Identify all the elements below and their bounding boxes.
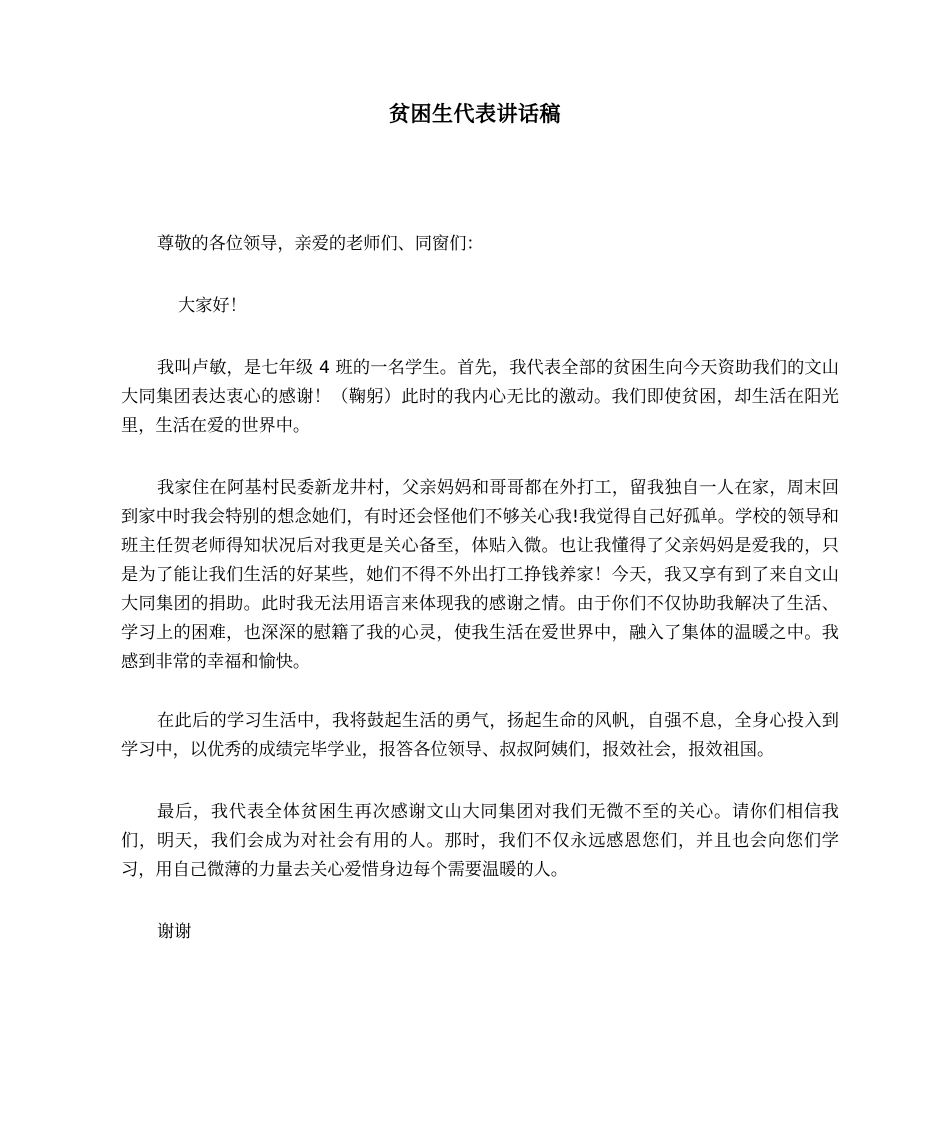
page-title: 贫困生代表讲话稿 [389, 102, 561, 126]
future-paragraph: 在此后的学习生活中，我将鼓起生活的勇气，扬起生命的风帆，自强不息，全身心投入到学习中，以优秀的成绩完毕学业，报答各位领导、叔叔阿姨们，报效社会，报效祖国。 [121, 711, 839, 760]
intro-paragraph: 我叫卢敏，是七年级 4 班的一名学生。首先，我代表全部的贫困生向今天资助我们的文山大同集团表达衷心的感谢！（鞠躬）此时的我内心无比的激动。我们即使贫困，却生活在阳光里，生活在爱的世界中。 [121, 358, 839, 436]
greeting-paragraph: 大家好！ [178, 296, 247, 316]
salutation-paragraph: 尊敬的各位领导，亲爱的老师们、同窗们： [157, 234, 484, 254]
thanks-paragraph: 谢谢 [157, 922, 192, 942]
closing-paragraph: 最后，我代表全体贫困生再次感谢文山大同集团对我们无微不至的关心。请你们相信我们，明天，我们会成为对社会有用的人。那时，我们不仅永远感恩您们，并且也会向您们学习，用自己微薄的力量去关心爱惜身边每个需要温暖的人。 [121, 802, 839, 880]
family-paragraph: 我家住在阿基村民委新龙井村，父亲妈妈和哥哥都在外打工，留我独自一人在家，周末回到家中时我会特别的想念她们，有时还会怪他们不够关心我!我觉得自己好孤单。学校的领导和班主任贺老师得知状况后对我更是关心备至，体贴入微。也让我懂得了父亲妈妈是爱我的，只是为了能让我们生活的好某些，她们不得不外出打工挣钱养家！今天，我又享有到了来自文山大同集团的捐助。此时我无法用语言来体现我的感谢之情。由于你们不仅协助我解决了生活、学习上的困难，也深深的慰籍了我的心灵，使我生活在爱世界中，融入了集体的温暖之中。我感到非常的幸福和愉快。 [121, 478, 839, 672]
